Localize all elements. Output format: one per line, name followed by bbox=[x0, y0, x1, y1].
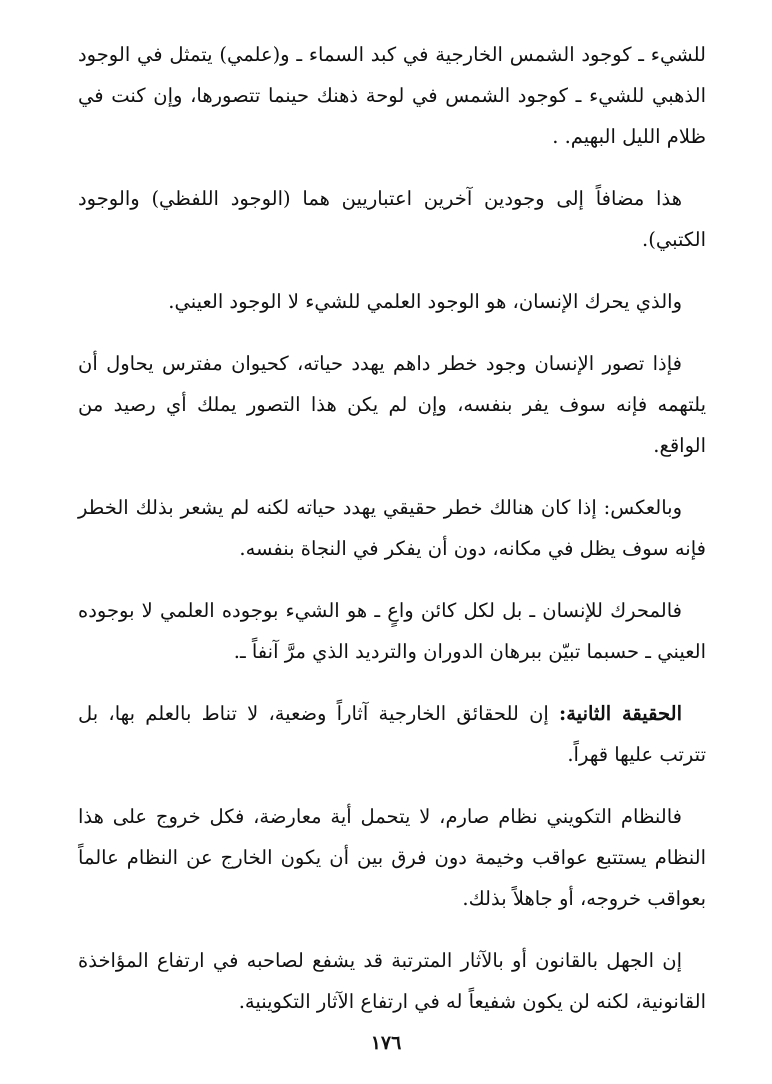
page-body bbox=[78, 34, 706, 1043]
paragraph-8: فالنظام التكويني نظام صارم، لا يتحمل أية معارضة، فكل خروج على هذا النظام يستتبع عواقب وخيمة دون فرق بين أن يكون الخارج عن النظام عالماً بعواقب خروجه، أو جاهلاً بذلك. bbox=[78, 805, 706, 910]
paragraph-1: للشيء ـ كوجود الشمس الخارجية في كبد السماء ـ و(علمي) يتمثل في الوجود الذهبي للشيء ـ كوجود الشمس في لوحة ذهنك حينما تتصورها، وإن كنت في ظلام الليل البهيم. . bbox=[78, 43, 706, 148]
paragraph-3: والذي يحرك الإنسان، هو الوجود العلمي للشيء لا الوجود العيني. bbox=[168, 290, 682, 313]
paragraph-2: هذا مضافاً إلى وجودين آخرين اعتباريين هما (الوجود اللفظي) والوجود الكتبي). bbox=[78, 187, 706, 251]
paragraph-4: فإذا تصور الإنسان وجود خطر داهم يهدد حياته، كحيوان مفترس يحاول أن يلتهمه فإنه سوف يفر بنفسه، وإن لم يكن هذا التصور يملك أي رصيد من الواقع. bbox=[78, 352, 706, 457]
paragraph-7-text: إن للحقائق الخارجية آثاراً وضعية، لا تناط بالعلم بها، بل تترتب عليها قهراً. bbox=[78, 702, 706, 766]
paragraph-6: فالمحرك للإنسان ـ بل لكل كائن واعٍ ـ هو الشيء بوجوده العلمي لا بوجوده العيني ـ حسبما تبيّن ببرهان الدوران والترديد الذي مرَّ آنفاً ـ. bbox=[78, 599, 706, 663]
section-lead-heading: الحقيقة الثانية: bbox=[559, 702, 682, 725]
paragraph-7 bbox=[78, 693, 706, 775]
paragraph-5: وبالعكس: إذا كان هنالك خطر حقيقي يهدد حياته لكنه لم يشعر بذلك الخطر فإنه سوف يظل في مكانه، دون أن يفكر في النجاة بنفسه. bbox=[78, 496, 706, 560]
page-number: ١٧٦ bbox=[370, 1032, 402, 1054]
paragraph-9: إن الجهل بالقانون أو بالآثار المترتبة قد يشفع لصاحبه في ارتفاع المؤاخذة القانونية، لكنه لن يكون شفيعاً له في ارتفاع الآثار التكوينية. bbox=[78, 949, 706, 1013]
